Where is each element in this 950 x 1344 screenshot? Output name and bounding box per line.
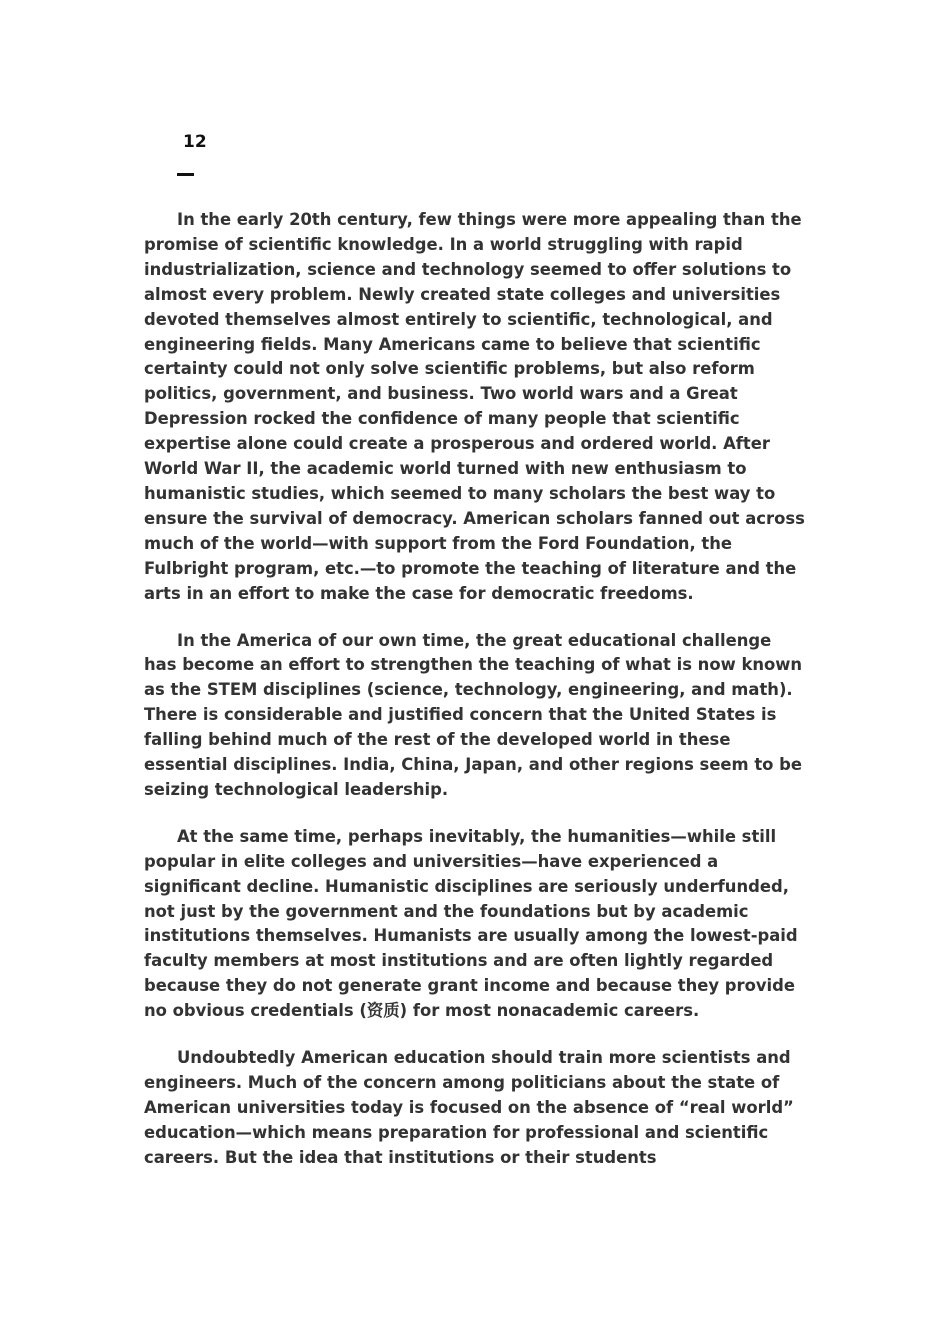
page-number-underline bbox=[177, 173, 194, 176]
paragraph-3: At the same time, perhaps inevitably, the humanities—while still popular in elite colleges and universities—have experienced a significant decline. Humanistic disciplines are seriously underfunded, not just by the government and the foundations but by academic institutions themselves. Humanists are usually among the lowest-paid faculty members at most institutions and are often lightly regarded because they do not generate grant income and because they provide no obvious credentials (资质) for most nonacademic careers. bbox=[144, 826, 798, 1021]
paragraph-1: In the early 20th century, few things were more appealing than the promise of scientific knowledge. In a world struggling with rapid industrialization, science and technology seemed to offer solutions to almost every problem. Newly created state colleges and universities devoted themselves almost entirely to scientific, technological, and engineering fields. Many Americans came to believe that scientific certainty could not only solve scientific problems, but also reform politics, government, and business. Two world wars and a Great Depression rocked the confidence of many people that scientific expertise alone could create a prosperous and ordered world. After World War II, the academic world turned with new enthusiasm to humanistic studies, which seemed to many scholars the best way to ensure the survival of democracy. American scholars fanned out across much of the world—with support from the Ford Foundation, the Fulbright program, etc.—to promote the teaching of literature and the arts in an effort to make the case for democratic freedoms. bbox=[144, 210, 805, 603]
paragraph-4: Undoubtedly American education should train more scientists and engineers. Much of the concern among politicians about the state of American universities today is focused on the absence of “real world” education—which means preparation for professional and scientific careers. But the idea that institutions or their students bbox=[144, 1048, 794, 1167]
paragraph-2: In the America of our own time, the great educational challenge has become an effort to strengthen the teaching of what is now known as the STEM disciplines (science, technology, engineering, and math). There is considerable and justified concern that the United States is falling behind much of the rest of the developed world in these essential disciplines. India, China, Japan, and other regions seem to be seizing technological leadership. bbox=[144, 630, 803, 799]
article-body bbox=[144, 208, 809, 1193]
page-number: 12 bbox=[183, 132, 207, 152]
